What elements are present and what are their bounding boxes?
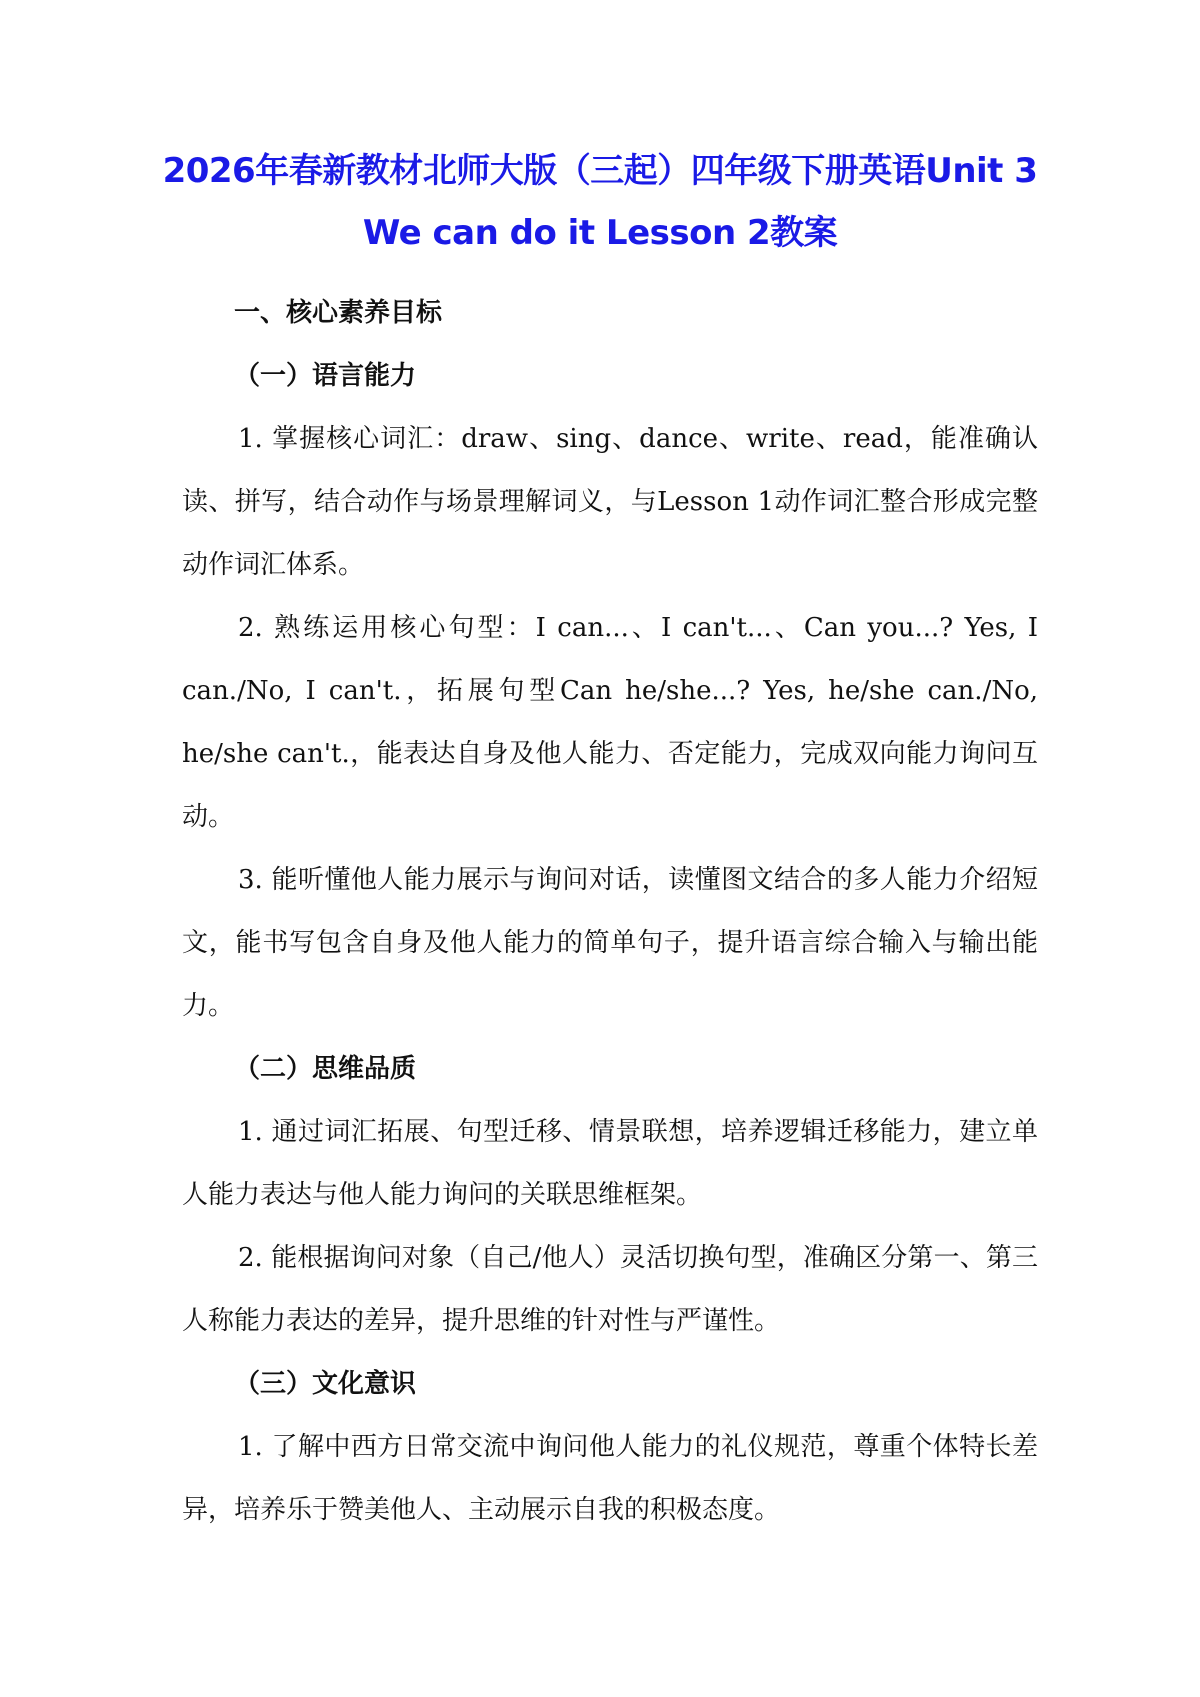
paragraph: 1. 掌握核心词汇：draw、sing、dance、write、read，能准确认读、拼写，结合动作与场景理解词义，与Lesson 1动作词汇整合形成完整动作词汇体系。 [182,424,1038,580]
document-title: 2026年春新教材北师大版（三起）四年级下册英语Unit 3 We can do it Lesson 2教案 [162,151,1038,253]
section-heading-core-goals: 一、核心素养目标 [234,298,443,328]
paragraph: 3. 能听懂他人能力展示与询问对话，读懂图文结合的多人能力介绍短文，能书写包含自身及他人能力的简单句子，提升语言综合输入与输出能力。 [182,865,1038,1021]
subsection-heading-thinking: （二）思维品质 [234,1054,417,1084]
document-body [182,282,1038,1542]
paragraph: 1. 了解中西方日常交流中询问他人能力的礼仪规范，尊重个体特长差异，培养乐于赞美他人、主动展示自我的积极态度。 [182,1432,1038,1525]
paragraph: 2. 能根据询问对象（自己/他人）灵活切换句型，准确区分第一、第三人称能力表达的差异，提升思维的针对性与严谨性。 [182,1243,1038,1336]
paragraph: 1. 通过词汇拓展、句型迁移、情景联想，培养逻辑迁移能力，建立单人能力表达与他人能力询问的关联思维框架。 [182,1117,1038,1210]
subsection-heading-culture: （三）文化意识 [234,1369,417,1399]
paragraph: 2. 熟练运用核心句型：I can...、I can't...、Can you...? Yes, I can./No, I can't.，拓展句型Can he/she...? Yes, he/she can./No, he/she can't.，能表达自身及他人能力、否定能力，完成双向能力询问互动。 [182,613,1038,832]
subsection-heading-language: （一）语言能力 [234,361,417,391]
